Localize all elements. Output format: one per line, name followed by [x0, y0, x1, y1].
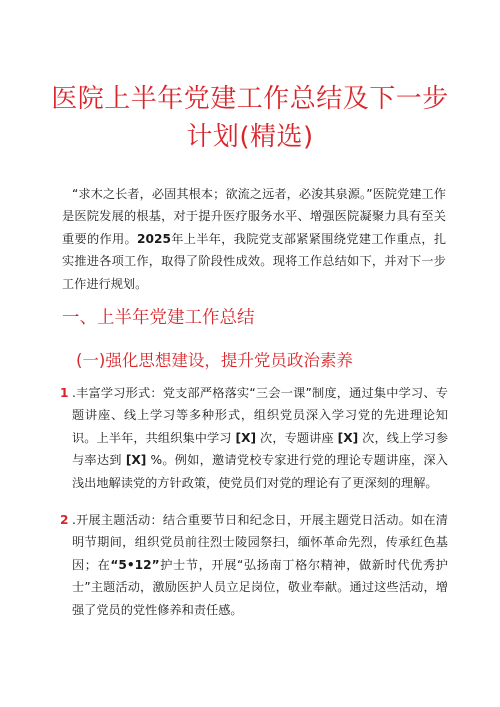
- list-item-body: [72, 382, 448, 494]
- date-highlight: “5•12”: [110, 557, 160, 572]
- list-item-2: [60, 509, 448, 621]
- intro-text-2: 年上半年，我院党支部紧紧围绕党建工作重点，扎实推进各项工作，取得了阶段性成效。现将工作总结如下，并对下一步工作进行规划。: [62, 231, 447, 291]
- list-item-text: 次，专题讲座: [256, 430, 338, 445]
- list-item-text: 护士节，开展“弘扬南丁格尔精神，做新时代优秀护士”主题活动，激励医护人员立足岗位，敬业奉献。通过这些活动，增强了党员的党性修养和责任感。: [72, 557, 448, 617]
- placeholder-value: [X]: [125, 453, 147, 468]
- list-item-1: [60, 382, 448, 494]
- intro-paragraph: [62, 183, 446, 295]
- list-item-number: 1: [60, 386, 69, 400]
- intro-text-1: “求木之长者，必固其根本；欲流之远者，必浚其泉源。”医院党建工作是医院发展的根基，对于提升医疗服务水平、增强医院凝聚力具有至关重要的作用。: [62, 187, 446, 246]
- list-item-text: .开展主题活动：结合重要节日和纪念日，开展主题党日活动。如在清明节期间，组织党员前往烈士陵园祭扫，缅怀革命先烈，传承红色基因；在: [72, 513, 448, 572]
- document-title: 医院上半年党建工作总结及下一步计划(精选): [51, 84, 449, 152]
- placeholder-value: [X]: [337, 430, 359, 445]
- intro-year: 2025: [137, 231, 171, 246]
- subsection-heading-1: (一)强化思想建设，提升党员政治素养: [76, 351, 353, 370]
- placeholder-value: [X]: [235, 430, 257, 445]
- list-item-text: %。例如，邀请党校专家进行党的理论专题讲座，深入浅出地解读党的方针政策，使党员们对党的理论有了更深刻的理解。: [72, 453, 448, 490]
- list-item-body: [72, 509, 448, 621]
- list-item-number: 2: [60, 513, 69, 527]
- list-item-text: .丰富学习形式：党支部严格落实“三会一课”制度，通过集中学习、专题讲座、线上学习等多种形式，组织党员深入学习党的先进理论知识。上半年，共组织集中学习: [72, 386, 448, 445]
- list-item-text: 次，线上学习参与率达到: [72, 430, 449, 468]
- section-heading-1: 一、上半年党建工作总结: [62, 308, 255, 328]
